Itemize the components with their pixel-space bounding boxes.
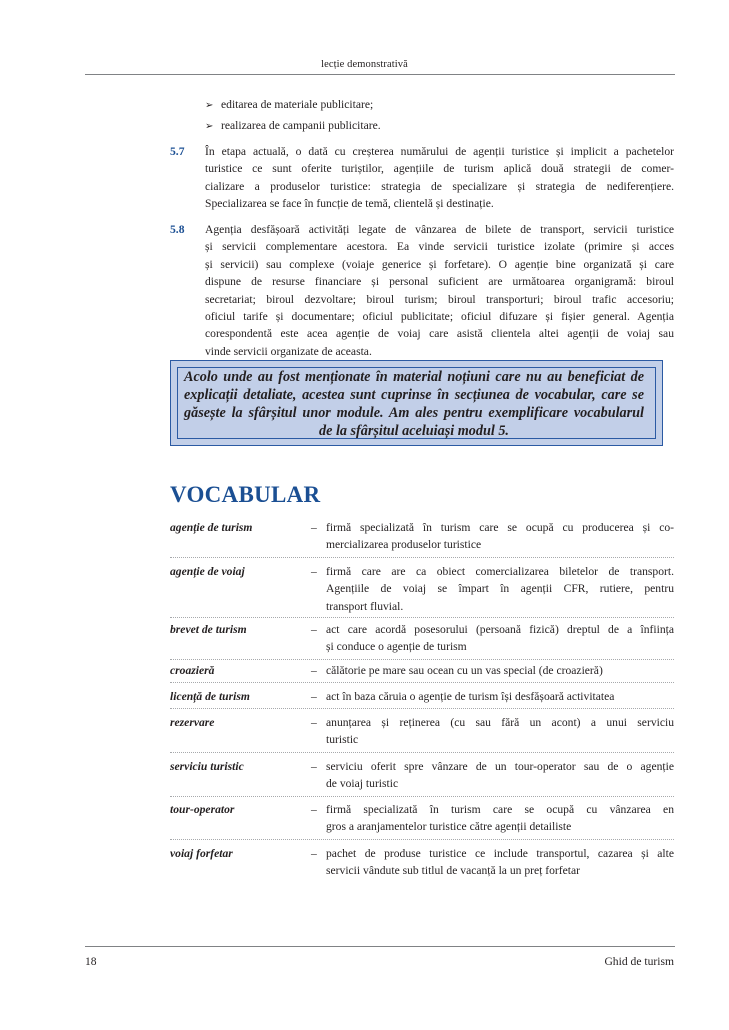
bullet-item	[205, 118, 381, 135]
definition-line: și conduce o agenție de turism	[326, 640, 467, 654]
definition-line: pachet de produse turistice ce include transportul, cazarea și alte	[326, 847, 674, 860]
text-line: În etapa actuală, o dată cu creșterea numărului de agenții turistice și implicit a pachetelor	[205, 145, 674, 158]
text-line: Specializarea se face în funcție de temă, clientelă și destinație.	[205, 197, 494, 211]
vocab-dash: –	[311, 664, 317, 677]
text-line: turistice ce sunt oferite turiștilor, agențiile de turism aplică două strategii de comer-	[205, 162, 674, 176]
vocab-dash: –	[311, 623, 317, 636]
vocab-definition	[326, 801, 674, 836]
entry-separator	[170, 659, 674, 660]
vocab-term: tour-operator	[170, 803, 235, 816]
entry-separator	[170, 617, 674, 618]
note-text	[184, 368, 644, 440]
vocab-definition	[326, 621, 674, 656]
vocab-term: serviciu turistic	[170, 760, 244, 773]
section-number: 5.7	[170, 145, 185, 158]
definition-line: de voiaj turistic	[326, 777, 399, 791]
note-line: Acolo unde au fost menționate în material noțiuni care nu au beneficiat de	[184, 369, 644, 385]
entry-separator	[170, 708, 674, 709]
vocab-dash: –	[311, 690, 317, 703]
arrow-bullet-icon: ➢	[205, 121, 214, 132]
definition-line: călătorie pe mare sau ocean cu un vas special (de croazieră)	[326, 664, 603, 677]
vocab-definition	[326, 563, 674, 615]
vocab-term: licență de turism	[170, 690, 250, 703]
definition-line: turistic	[326, 733, 359, 747]
vocab-dash: –	[311, 760, 317, 773]
section-paragraph	[205, 221, 674, 360]
entry-separator	[170, 796, 674, 797]
definition-line: firmă care are ca obiect comercializarea biletelor de transport.	[326, 565, 674, 578]
definition-line: serviciu oferit spre vânzare de un tour-operator sau de o agenție	[326, 760, 674, 773]
definition-line: gros a aranjamentelor turistice către agenții detailiste	[326, 820, 572, 834]
definition-line: firmă specializată în turism care se ocupă cu producerea și co-	[326, 521, 674, 534]
text-line: cializare a produselor turistice: strategia de specializare și strategia de nediferențiere.	[205, 179, 674, 193]
entry-separator	[170, 557, 674, 558]
definition-line: transport fluvial.	[326, 599, 404, 613]
text-line: Agenția desfășoară activități legate de vânzarea de bilete de transport, servicii turistice	[205, 223, 674, 236]
text-line: secretariat; biroul dezvoltare; biroul turism; biroul transporturi; biroul trafic accesoriu;	[205, 292, 674, 306]
entry-separator	[170, 682, 674, 683]
definition-line: act în baza căruia o agenție de turism își desfășoară activitatea	[326, 690, 615, 703]
vocab-dash: –	[311, 521, 317, 534]
text-line: corespondentă este acea agenție de voiaj care asistă clientela altei agenții de voiaj sau	[205, 327, 674, 341]
vocab-dash: –	[311, 716, 317, 729]
entry-separator	[170, 752, 674, 753]
note-line: găsește la sfârșitul unor module. Am ales pentru exemplificare vocabularul	[184, 405, 644, 421]
definition-line: act care acordă posesorului (persoană fizică) dreptul de a înființa	[326, 623, 674, 636]
vocab-term: voiaj forfetar	[170, 847, 233, 860]
footer-rule	[85, 946, 675, 947]
text-line: vinde servicii organizate de aceasta.	[205, 344, 372, 358]
vocab-term: rezervare	[170, 716, 215, 729]
arrow-bullet-icon: ➢	[205, 100, 214, 111]
vocab-dash: –	[311, 803, 317, 816]
running-header: lecție demonstrativă	[321, 59, 408, 70]
vocab-definition	[326, 519, 674, 554]
definition-line: anunțarea și reținerea (cu sau fără un acont) a unui serviciu	[326, 716, 674, 729]
definition-line: servicii vândute sub titlul de vacanță la un preț forfetar	[326, 864, 580, 878]
running-footer: Ghid de turism	[604, 955, 674, 968]
bullet-item	[205, 97, 373, 114]
vocab-definition	[326, 758, 674, 793]
text-line: dispune de resurse financiare și personal suficient are următoarea organigramă: biroul	[205, 275, 674, 289]
vocab-definition	[326, 845, 674, 880]
vocab-term: agenție de voiaj	[170, 565, 245, 578]
text-line: oficiul tarife și documentare; oficiul publicitate; oficiul difuzare și fișier general. Agenția	[205, 310, 674, 324]
vocab-definition	[326, 688, 674, 705]
note-line: de la sfârșitul aceluiași modul 5.	[319, 423, 509, 439]
section-paragraph	[205, 143, 674, 213]
bullet-text: editarea de materiale publicitare;	[221, 98, 374, 111]
vocab-term: croazieră	[170, 664, 215, 677]
page-number: 18	[85, 955, 97, 968]
text-line: și servicii complementare acestora. Ea vinde servicii turistice izolate (primire și acces	[205, 240, 674, 254]
vocab-term: brevet de turism	[170, 623, 247, 636]
vocabulary-title: VOCABULAR	[170, 482, 321, 507]
definition-line: firmă specializată în turism care se ocupă cu vânzarea en	[326, 803, 674, 816]
section-number: 5.8	[170, 223, 185, 236]
definition-line: mercializarea produselor turistice	[326, 538, 482, 552]
header-rule	[85, 74, 675, 75]
vocab-definition	[326, 714, 674, 749]
vocab-definition	[326, 662, 674, 679]
vocab-dash: –	[311, 847, 317, 860]
entry-separator	[170, 839, 674, 840]
note-line: explicații detaliate, acestea sunt cuprinse în secțiunea de vocabular, care se	[184, 387, 644, 403]
vocab-term: agenție de turism	[170, 521, 253, 534]
vocab-dash: –	[311, 565, 317, 578]
text-line: și servicii) sau complexe (voiaje generice și forfetare). O agenție bine organizată și care	[205, 257, 674, 271]
definition-line: Agențiile de voiaj se împart în agenții CFR, rutiere, pentru	[326, 582, 674, 596]
bullet-text: realizarea de campanii publicitare.	[221, 119, 381, 132]
